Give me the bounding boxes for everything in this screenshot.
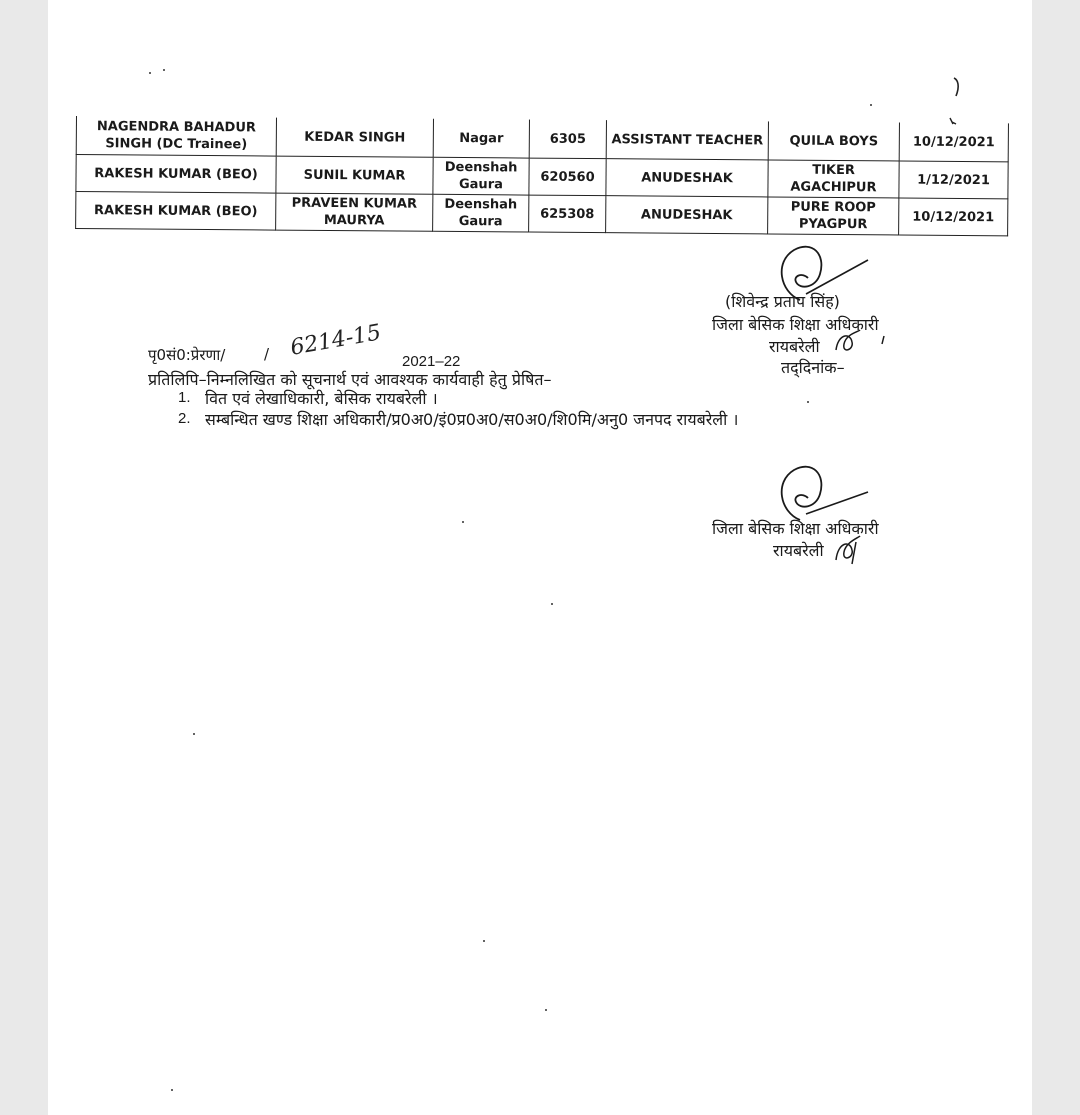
area-cell: Deenshah Gaura <box>433 194 529 232</box>
date-cell: 10/12/2021 <box>899 198 1008 236</box>
scan-speck <box>870 104 872 106</box>
scan-speck <box>807 401 809 403</box>
list-item-number: 2. <box>178 410 191 427</box>
designation-cell: ANUDESHAK <box>606 159 768 197</box>
handwritten-dispatch-number: 6214-15 <box>288 320 383 361</box>
viewer-margin-right <box>1032 0 1080 1115</box>
officer-cell: RAKESH KUMAR (BEO) <box>76 192 276 231</box>
scan-speck <box>193 733 195 735</box>
school-cell: PURE ROOP PYAGPUR <box>768 197 899 235</box>
designation-cell: ASSISTANT TEACHER <box>606 120 768 160</box>
officer-cell: NAGENDRA BAHADUR SINGH (DC Trainee) <box>76 116 276 156</box>
officer-cell: RAKESH KUMAR (BEO) <box>76 155 276 194</box>
scan-speck <box>551 603 553 605</box>
code-cell: 625308 <box>529 195 606 233</box>
date-cell: 1/12/2021 <box>899 161 1008 199</box>
scan-speck <box>462 521 464 523</box>
code-cell: 6305 <box>529 120 606 159</box>
list-item: वित एवं लेखाधिकारी, बेसिक रायबरेली । <box>205 389 438 408</box>
scan-speck <box>545 1009 547 1011</box>
posting-table <box>75 116 1009 236</box>
designation-cell: ANUDESHAK <box>606 196 768 234</box>
school-cell: TIKER AGACHIPUR <box>768 160 899 198</box>
area-cell: Nagar <box>433 119 529 158</box>
initials-mark <box>832 328 892 358</box>
table-row <box>76 192 1008 236</box>
teacher-name-cell: SUNIL KUMAR <box>276 156 433 194</box>
initials-mark <box>832 534 872 570</box>
officer-place: रायबरेली <box>769 337 820 356</box>
officer-place: रायबरेली <box>773 541 824 560</box>
list-item-number: 1. <box>178 389 191 406</box>
area-cell: Deenshah Gaura <box>433 157 529 195</box>
same-date-line: तद्‌दिनांक– <box>781 358 845 377</box>
officer-designation: जिला बेसिक शिक्षा अधिकारी <box>712 519 879 538</box>
teacher-name-cell: PRAVEEN KUMAR MAURYA <box>276 193 433 231</box>
code-cell: 620560 <box>529 158 606 196</box>
officer-name: (शिवेन्द्र प्रताप सिंह) <box>725 292 840 311</box>
teacher-name-cell: KEDAR SINGH <box>276 118 433 158</box>
scan-speck <box>171 1089 173 1091</box>
viewer-margin-left <box>0 0 48 1115</box>
school-cell: QUILA BOYS <box>768 121 899 161</box>
reference-separator: / <box>264 345 270 363</box>
officer-designation: जिला बेसिक शिक्षा अधिकारी <box>712 315 879 334</box>
scan-speck <box>163 69 165 71</box>
scan-speck <box>149 72 151 74</box>
copy-to-line: प्रतिलिपि–निम्नलिखित को सूचनार्थ एवं आवश्यक कार्यवाही हेतु प्रेषित– <box>148 370 552 389</box>
session-year: 2021–22 <box>402 353 461 370</box>
reference-prefix: पृ0सं0:प्रेरणा/ <box>148 346 226 364</box>
list-item: सम्बन्धित खण्ड शिक्षा अधिकारी/प्र0अ0/इं0प्र0अ0/स0अ0/शि0मि/अनु0 जनपद रायबरेली । <box>205 410 739 429</box>
date-cell: 10/12/2021 <box>899 122 1008 161</box>
scan-speck <box>483 940 485 942</box>
